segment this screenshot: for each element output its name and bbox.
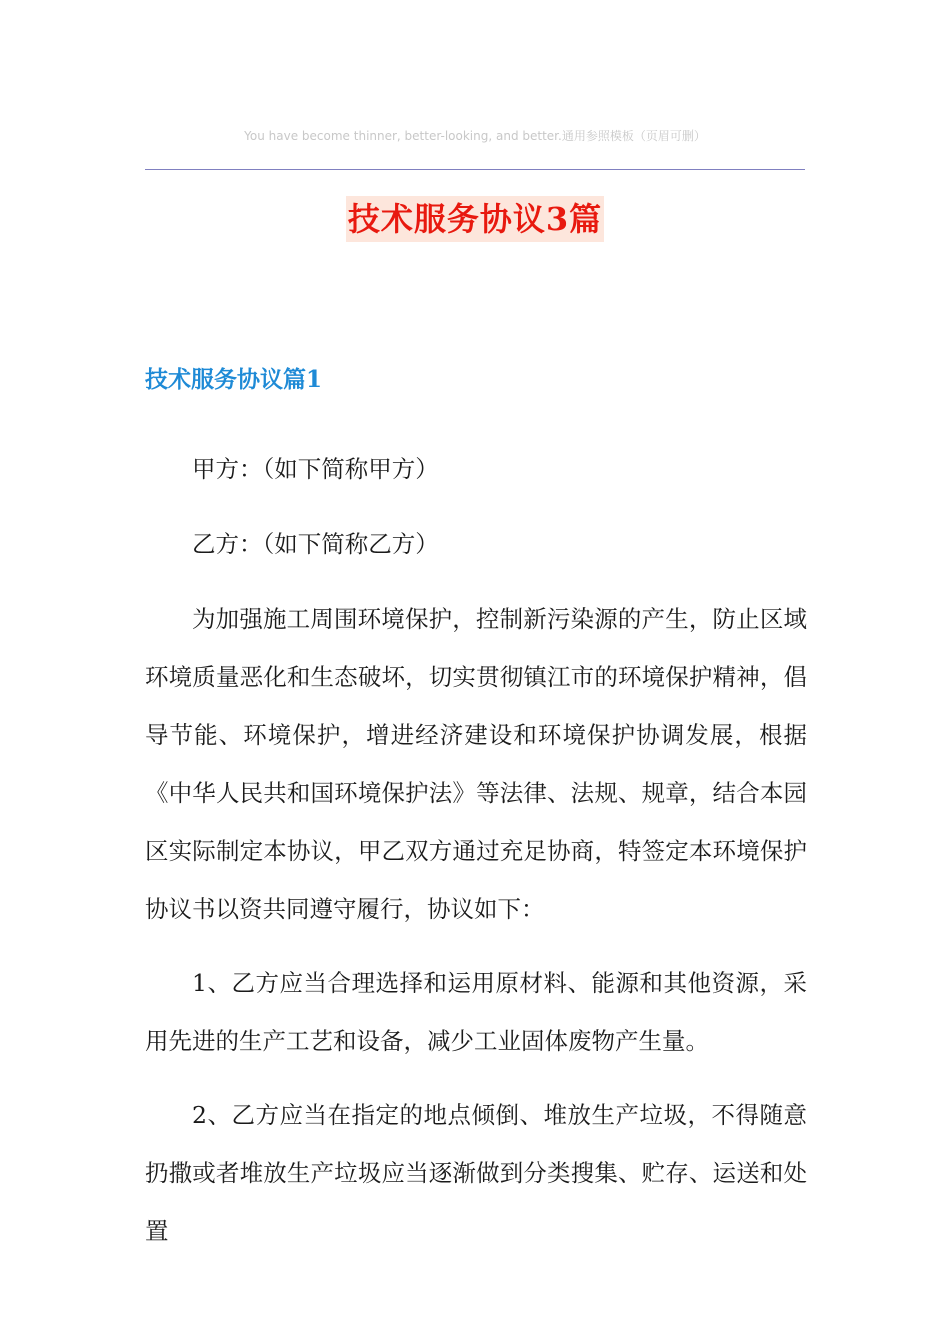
paragraph-preamble: 为加强施工周围环境保护，控制新污染源的产生，防止区域环境质量恶化和生态破坏，切实贯彻镇江市的环境保护精神，倡导节能、环境保护，增进经济建设和环境保护协调发展，根据《中华人民共和国环境保护法》等法律、法规、规章，结合本园区实际制定本协议，甲乙双方通过充足协商，特签定本环境保护协议书以资共同遵守履行，协议如下： xyxy=(145,605,807,923)
paragraph-party-b: 乙方：（如下简称乙方） xyxy=(192,530,439,558)
paragraph-party-a: 甲方：（如下简称甲方） xyxy=(192,455,439,483)
title-container xyxy=(0,196,950,242)
paragraph-clause-1: 1、乙方应当合理选择和运用原材料、能源和其他资源，采用先进的生产工艺和设备，减少工业固体废物产生量。 xyxy=(145,969,807,1055)
paragraph-clause-2: 2、乙方应当在指定的地点倾倒、堆放生产垃圾，不得随意扔撒或者堆放生产垃圾应当逐渐做到分类搜集、贮存、运送和处置 xyxy=(145,1101,807,1245)
section-heading: 技术服务协议篇1 xyxy=(145,366,323,393)
page-header-text: You have become thinner, better-looking, and better.通用参照模板（页眉可删） xyxy=(244,129,706,143)
document-title: 技术服务协议3篇 xyxy=(346,196,604,242)
header-divider xyxy=(145,169,805,170)
